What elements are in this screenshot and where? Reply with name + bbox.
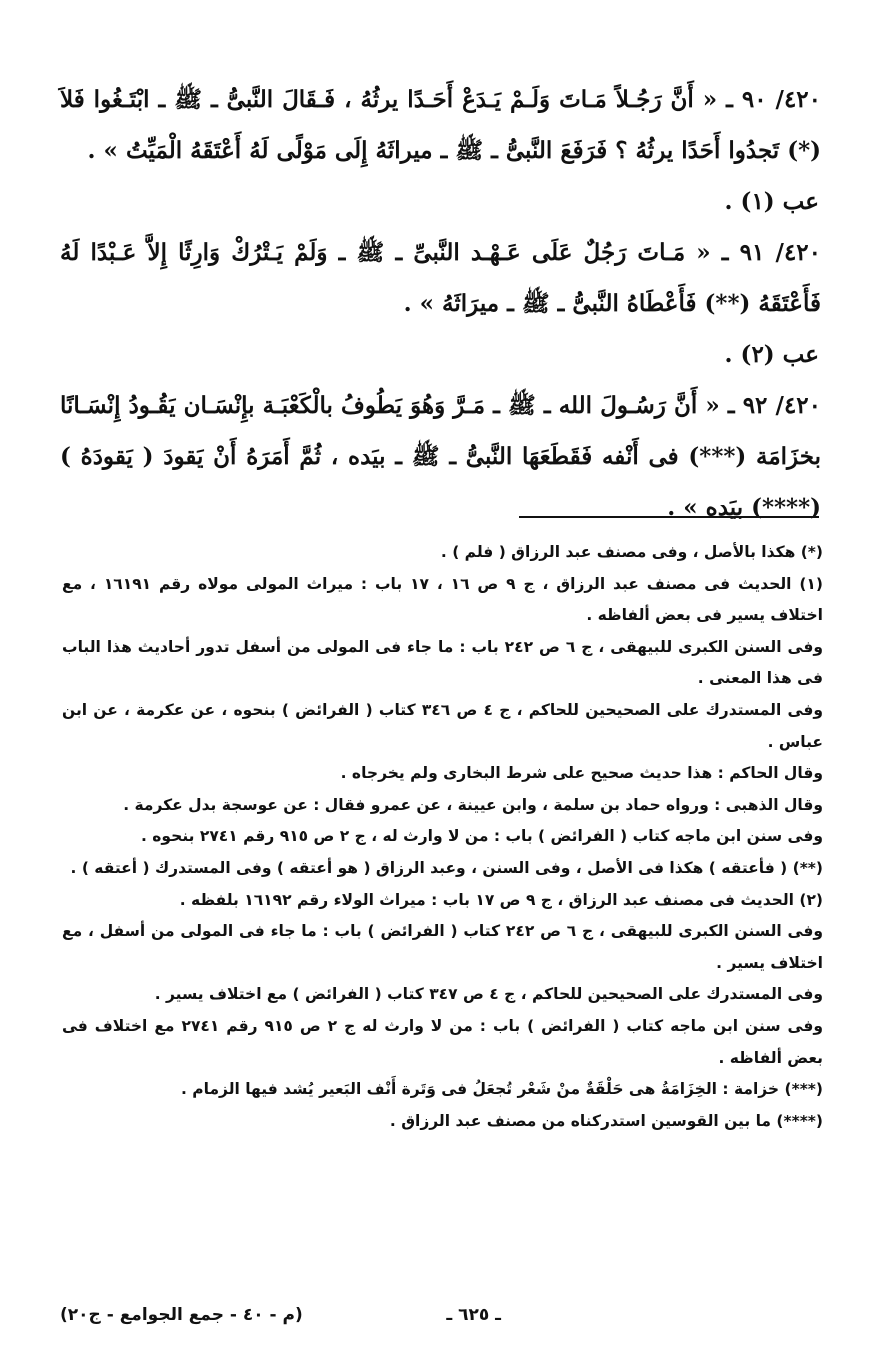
- page-footer: [60, 1298, 821, 1332]
- hadith-section: [60, 74, 821, 533]
- footnote: (****) ما بين القوسين استدركناه من مصنف عبد الرزاق .: [389, 1111, 823, 1130]
- hadith-91: ٤٢٠/ ٩١ ـ « مَـاتَ رَجُلٌ عَلَى عَـهْـد النَّبىِّ ـ ﷺ ـ وَلَمْ يَـتْرُكْ وَارِثًا إِلاَّ عَـبْدًا لَهُ فَأَعْتَقَهُ (**) فَأَعْطَاهُ النَّبىُّ ـ ﷺ ـ ميرَاثَهُ » .: [60, 239, 821, 317]
- footnote: وفى سنن ابن ماجه كتاب ( الفرائض ) باب : من لا وارث له ج ٢ ص ٩١٥ رقم ٢٧٤١ مع اختلاف فى بعض ألفاظه .: [62, 1016, 824, 1067]
- footnote: وفى سنن ابن ماجه كتاب ( الفرائض ) باب : من لا وارث له ، ج ٢ ص ٩١٥ رقم ٢٧٤١ بنحوه .: [141, 827, 823, 846]
- footnote: وقال الذهبى : ورواه حماد بن سلمة ، وابن عيينة ، عن عمرو فقال : عن عوسجة بدل عكرمة .: [123, 795, 823, 814]
- hadith-90-source: عب (١) .: [724, 188, 819, 215]
- footnote: وفى السنن الكبرى للبيهقى ، ج ٦ ص ٢٤٢ باب : ما جاء فى المولى من أسفل تدور أحاديث هذا الباب فى هذا المعنى .: [62, 637, 823, 688]
- footnote: (**) ( فأعتقه ) هكذا فى الأصل ، وفى السنن ، وعبد الرزاق ( هو أعتقه ) وفى المستدرك ( أعتقه ) .: [70, 858, 823, 877]
- footnote: وقال الحاكم : هذا حديث صحيح على شرط البخارى ولم يخرجاه .: [340, 764, 823, 783]
- page-number: ـ ٦٢٥ ـ: [446, 1305, 501, 1325]
- hadith-90: ٤٢٠/ ٩٠ ـ « أَنَّ رَجُـلاً مَـاتَ وَلَـمْ يَـدَعْ أَحَـدًا يرثُهُ ، فَـقَالَ النَّبىُّ ـ ﷺ ـ ابْتَـغُوا فَلاَ (*) تَجدُوا أَحَدًا يرثُهُ ؟ فَرَفَعَ النَّبىُّ ـ ﷺ ـ ميراثَهُ إِلَى مَوْلًى لَهُ أَعْتَقَهُ الْمَيِّتُ » .: [60, 86, 821, 164]
- footnote: وفى السنن الكبرى للبيهقى ، ج ٦ ص ٢٤٢ كتاب ( الفرائض ) باب : ما جاء فى المولى من أسفل ، مع اختلاف يسير .: [62, 922, 823, 972]
- footnote: (١) الحديث فى مصنف عبد الرزاق ، ج ٩ ص ١٦ ، ١٧ باب : ميراث المولى مولاه رقم ١٦١٩١ ، مع اختلاف يسير فى بعض ألفاظه .: [62, 574, 823, 625]
- signature-mark: (م - ٤٠ - جمع الجوامع - ج٢٠): [60, 1305, 303, 1325]
- footnote: وفى المستدرك على الصحيحين للحاكم ، ج ٤ ص ٣٤٦ كتاب ( الفرائض ) بنحوه ، عن عكرمة ، عن ابن عباس .: [62, 700, 823, 751]
- hadith-91-source: عب (٢) .: [724, 341, 819, 368]
- footnote-separator: [519, 516, 819, 518]
- footnote: (*) هكذا بالأصل ، وفى مصنف عبد الرزاق ( فلم ) .: [440, 543, 823, 561]
- hadith-92: ٤٢٠/ ٩٢ ـ « أَنَّ رَسُـولَ الله ـ ﷺ ـ مَـرَّ وَهُوَ يَطُوفُ بالْكَعْبَـة بإِنْسَـان يَقُـودُ إِنْسَـانًا بخزَامَة (***) فى أَنْفه فَقَطَعَهَا النَّبىُّ ـ ﷺ ـ بيَده ، ثُمَّ أَمَرَهُ أَنْ يَقودَ ( يَقودَهُ ) (****) بيَده » .: [60, 392, 821, 521]
- footnote: (***) خزامة : الخِزَامَةُ هى حَلْقَةٌ منْ شَعْر تُجعَلُ فى وَتَرة أَنْف البَعير يُشد فيها الزمام .: [180, 1080, 823, 1099]
- footnotes: [62, 537, 823, 1137]
- footnote: (٢) الحديث فى مصنف عبد الرزاق ، ج ٩ ص ١٧ باب : ميراث الولاء رقم ١٦١٩٢ بلفظه .: [179, 890, 823, 909]
- footnote: وفى المستدرك على الصحيحين للحاكم ، ج ٤ ص ٣٤٧ كتاب ( الفرائض ) مع اختلاف يسير .: [154, 985, 823, 1004]
